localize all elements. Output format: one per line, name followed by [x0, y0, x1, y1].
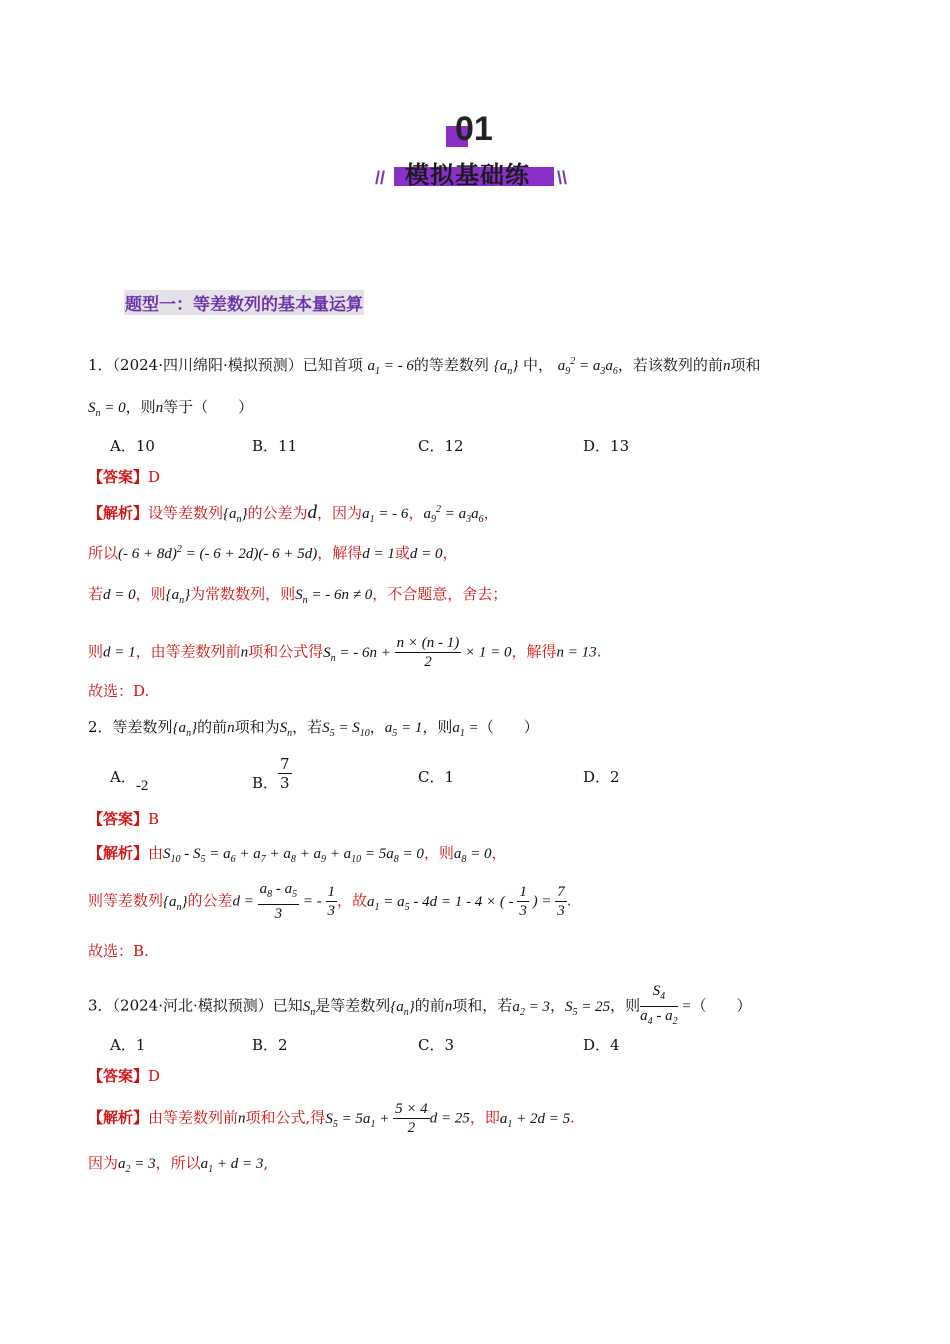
q3-answer: 【答案】D: [88, 1067, 161, 1085]
chapter-number: 01: [455, 110, 493, 148]
q3-option-d[interactable]: D．4: [583, 1036, 620, 1054]
q1-option-b[interactable]: B．11: [252, 437, 298, 455]
q1-option-d[interactable]: D．13: [583, 437, 630, 455]
math-sn-zero: $S_n = 0$: [88, 400, 126, 419]
q2-option-c[interactable]: C．1: [418, 768, 455, 786]
math-a9sq: $a_9^2 = a_3a_6$: [557, 356, 618, 377]
q3-line-1: 3．（2024·河北·模拟预测）已知$S_n$是等差数列$\{a_n\}$的前n项和，若$a_2 = 3$，$S_5 = 25$，则 $\frac{S_4}{a_4 - a_2}$ =（ ）: [88, 983, 752, 1027]
q2-choose: 故选：B.: [88, 942, 149, 960]
q2-analysis-line-2: 则等差数列$\{a_n\}$的公差d = $\frac{a_8 - a_5}{3}$ = - $\frac{1}{3}$ ，故$a_1 = a_5 - 4d = 1 - 4$ × ( - $\frac{1}{3}$ ) = $\frac{7}{3}$ .: [88, 881, 572, 922]
math-seq-an: $\{a_n\}$: [493, 358, 519, 377]
section-title: 题型一：等差数列的基本量运算: [124, 290, 364, 315]
q3-option-a[interactable]: A．1: [110, 1036, 146, 1054]
q2-answer: 【答案】B: [88, 810, 160, 828]
q1-analysis-line-1: 【解析】设等差数列$\{a_n\}$的公差为d，因为$a_1$ = - 6，$a_9^2 = a_3a_6$，: [88, 502, 499, 525]
q2-option-d[interactable]: D．2: [583, 768, 620, 786]
q1-option-c[interactable]: C．12: [418, 437, 464, 455]
q1-answer: 【答案】D: [88, 468, 161, 486]
q2-analysis-line-1: 【解析】由$S_{10} - S_5 = a_6 + a_7 + a_8 + a_9 + a_{10} = 5a_8 = 0$，则$a_8 = 0$，: [88, 844, 507, 865]
q3-analysis-line-1: 【解析】由等差数列前n项和公式,得$S_5 = 5a_1$ + $\frac{5 \times 4}{2}$ d = 25，即$a_1 + 2d = 5$.: [88, 1101, 575, 1136]
q2-option-a[interactable]: A．-2: [110, 768, 149, 794]
q3-analysis-line-2: 因为$a_2 = 3$，所以$a_1 + d = 3$,: [88, 1154, 269, 1175]
q3-option-c[interactable]: C．3: [418, 1036, 455, 1054]
q1-line-2: $S_n = 0$，则n等于（ ）: [88, 398, 254, 419]
q1-analysis-line-4: 则d = 1，由等差数列前n项和公式得$S_n$ = - 6n + $\frac{n \times (n - 1)}{2}$ × 1 = 0，解得n = 13.: [88, 635, 602, 670]
q1-number: 1．: [88, 356, 113, 374]
q1-option-a[interactable]: A．10: [110, 437, 155, 455]
q2-line-1: 2．等差数列$\{a_n\}$的前n项和为$S_n$，若$S_5 = S_{10}$，$a_5 = 1$，则$a_1$ =（ ）: [88, 718, 539, 739]
chapter-title: 模拟基础练: [405, 161, 530, 189]
q1-source: （2024·四川绵阳·模拟预测）已知首项: [112, 356, 363, 374]
q1-choose: 故选：D.: [88, 682, 150, 700]
math-a1: $a_1$ = - 6: [367, 358, 414, 377]
q2-option-b[interactable]: B． $\frac{7}{3}$: [252, 755, 290, 792]
q1-line-1: 1．（2024·四川绵阳·模拟预测）已知首项 $a_1$ = - 6的等差数列 $\{a_n\}$ 中， $a_9^2 = a_3a_6$，若该数列的前n项和: [88, 356, 761, 377]
q1-analysis-line-3: 若d = 0，则$\{a_n\}$为常数数列，则$S_n$ = - 6n ≠ 0，不合题意，舍去；: [88, 585, 508, 606]
slash-decoration-right: \\: [557, 168, 568, 188]
q1-analysis-line-2: 所以(- 6 + 8d)$^2$ = (- 6 + 2d)(- 6 + 5d)，解得d = 1或d = 0，: [88, 544, 458, 562]
slash-decoration-left: //: [375, 168, 386, 188]
q3-option-b[interactable]: B．2: [252, 1036, 288, 1054]
